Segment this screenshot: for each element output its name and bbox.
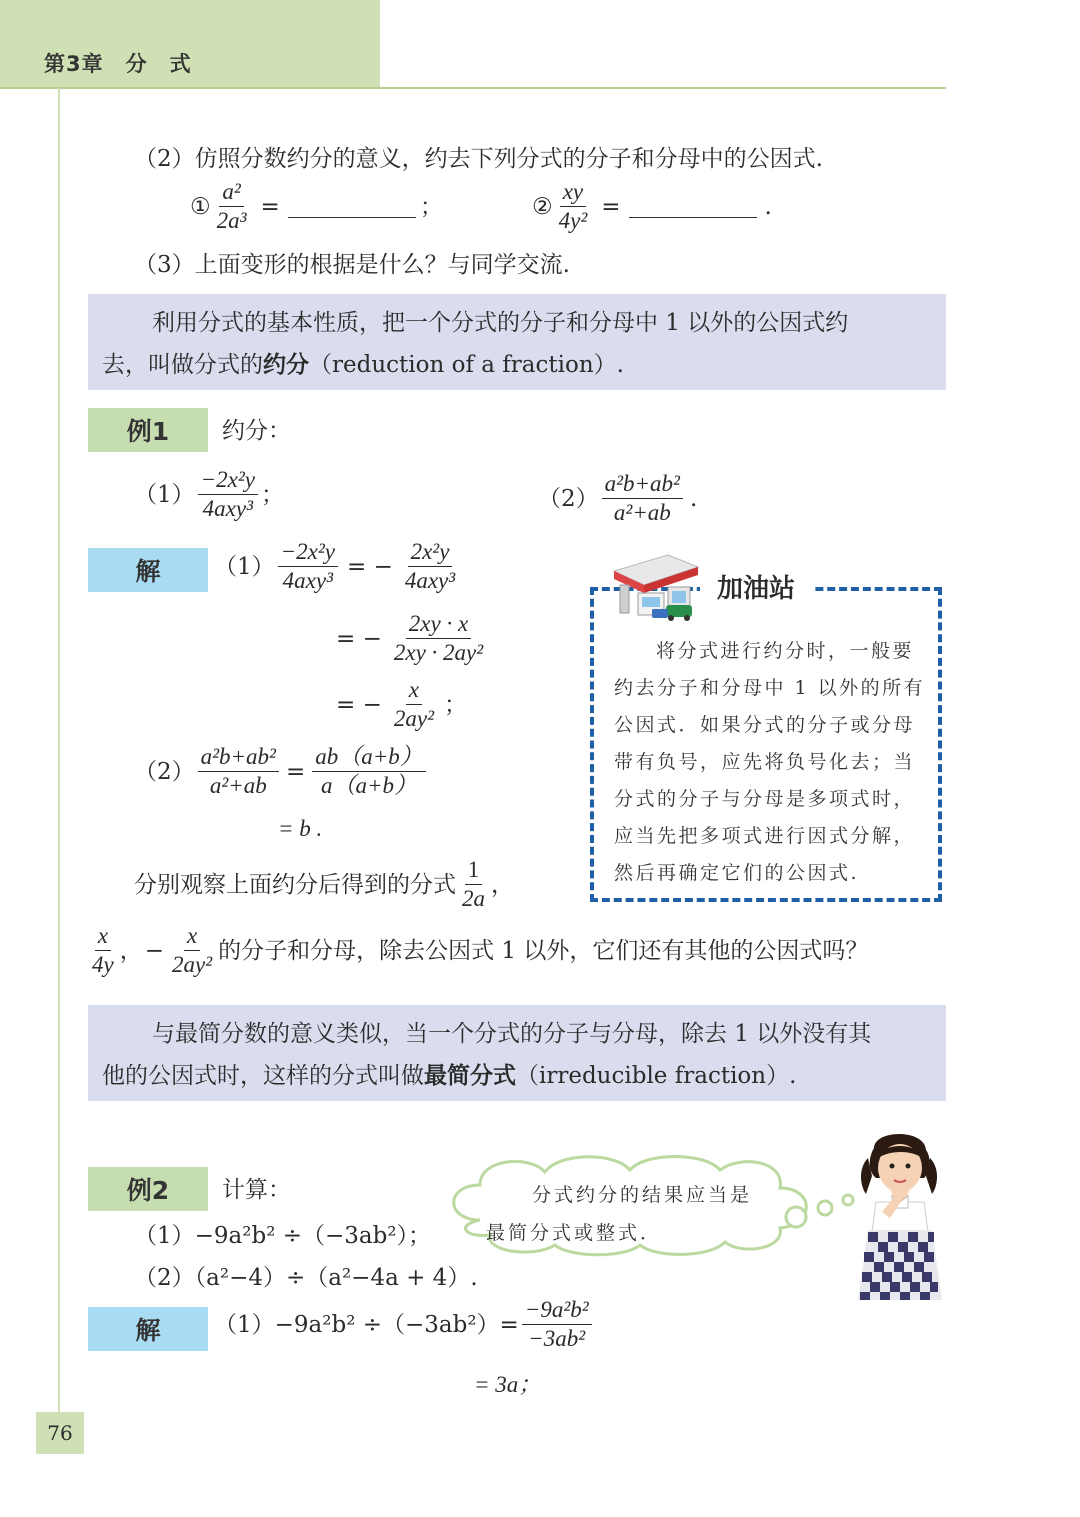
fraction <box>312 743 426 800</box>
punctuation: ， <box>119 937 143 964</box>
page-number: 76 <box>36 1412 84 1454</box>
tip-line: 分式的分子与分母是多项式时， <box>614 788 916 810</box>
solution-1-step-1 <box>214 538 461 595</box>
solution-text: （1）−9a²b² ÷（−3ab²）= <box>214 1311 519 1338</box>
solution-2-result: = 3a； <box>474 1372 542 1397</box>
denominator: 4y² <box>558 208 588 233</box>
fraction <box>198 743 279 800</box>
item-marker: ② <box>532 193 553 220</box>
definition-line-1: 利用分式的基本性质，把一个分式的分子和分母中 1 以外的公因式约 <box>152 310 849 336</box>
punctuation: ； <box>443 691 467 718</box>
thought-line-2: 最简分式或整式． <box>486 1222 663 1244</box>
minus-sign: − <box>144 937 164 964</box>
example-1-label: 例1 <box>88 408 208 452</box>
solution-1-result: = b . <box>278 816 323 841</box>
equals-sign: = − <box>336 691 382 718</box>
definition-text: 去，叫做分式的 <box>102 352 263 378</box>
definition-line-2 <box>102 346 624 379</box>
denominator: 2xy · 2ay² <box>393 640 484 665</box>
denominator: a（a+b） <box>320 773 418 798</box>
example-1-q1 <box>134 466 284 523</box>
numerator: 1 <box>465 856 483 885</box>
denominator: 2ay² <box>393 706 434 731</box>
numerator: xy <box>560 178 586 207</box>
fraction <box>391 676 437 733</box>
fraction <box>391 610 486 667</box>
fraction <box>198 466 258 523</box>
observe-text: 的分子和分母，除去公因式 1 以外，它们还有其他的公因式吗？ <box>218 937 869 964</box>
thought-line-1: 分式约分的结果应当是 <box>532 1184 753 1206</box>
denominator: a²+ab <box>613 500 671 525</box>
fraction <box>402 538 458 595</box>
observe-line-1 <box>134 856 514 913</box>
denominator: 2ay² <box>172 952 213 977</box>
answer-blank-1[interactable] <box>288 195 416 218</box>
punctuation: ， <box>491 871 514 898</box>
tip-line: 公因式．如果分式的分子或分母 <box>614 714 916 736</box>
numerator: x <box>184 922 200 951</box>
denominator: 4y <box>92 952 114 977</box>
punctuation: . <box>689 485 698 512</box>
tip-line: 将分式进行约分时，一般要 <box>656 640 915 662</box>
denominator: 4axy³ <box>282 568 333 593</box>
denominator: 4axy³ <box>404 568 456 593</box>
numerator: a²b+ab² <box>198 743 279 772</box>
punctuation: ； <box>260 481 284 508</box>
denominator: 4axy³ <box>202 496 253 521</box>
definition-text: （reduction of a fraction）. <box>309 352 624 378</box>
part2-item1 <box>190 178 443 235</box>
punctuation: ； <box>419 193 443 220</box>
example-2-task: 计算： <box>222 1177 291 1203</box>
tip-line: 约去分子和分母中 1 以外的所有 <box>614 677 926 699</box>
item-marker: ① <box>190 193 211 220</box>
fraction <box>278 538 338 595</box>
solution-2-label: 解 <box>88 1307 208 1351</box>
definition-line-2 <box>102 1057 796 1090</box>
numerator: 2xy · x <box>406 610 471 639</box>
solution-1-part-2 <box>134 743 429 800</box>
numerator: −2x²y <box>198 466 258 495</box>
example-1-q2 <box>538 470 697 527</box>
definition-box-simplest-fraction <box>88 1005 946 1101</box>
example-1-task: 约分： <box>222 418 291 444</box>
equals-sign: = − <box>346 553 393 580</box>
fraction <box>169 922 215 979</box>
key-term: 约分 <box>263 352 309 378</box>
solution-1-label: 解 <box>88 548 208 592</box>
fraction <box>556 178 591 235</box>
fraction <box>602 470 683 527</box>
example-2-q1: （1）−9a²b² ÷（−3ab²）； <box>134 1223 432 1249</box>
part2-item2 <box>532 178 772 235</box>
gas-station-icon <box>608 553 704 623</box>
definition-text: （irreducible fraction）. <box>516 1063 797 1089</box>
numerator: −9a²b² <box>522 1296 592 1325</box>
fraction <box>214 178 250 235</box>
equals-sign: = − <box>336 625 382 652</box>
item-marker: （1） <box>214 553 275 580</box>
part3-prompt: （3）上面变形的根据是什么？与同学交流. <box>134 252 570 278</box>
girl-illustration <box>852 1128 947 1303</box>
tip-box <box>590 587 942 902</box>
solution-1-step-3 <box>336 676 467 733</box>
fraction <box>459 856 488 913</box>
denominator: −3ab² <box>528 1326 586 1351</box>
numerator: a²b+ab² <box>602 470 683 499</box>
denominator: 2a <box>462 886 485 911</box>
tip-line: 应当先把多项式进行因式分解， <box>614 825 916 847</box>
equals-sign: = <box>285 758 306 785</box>
solution-2-step-1 <box>214 1296 595 1353</box>
example-2-q2: （2）（a²−4）÷（a²−4a + 4）. <box>134 1265 478 1291</box>
tip-title: 加油站 <box>717 574 796 604</box>
numerator: x <box>406 676 422 705</box>
fraction <box>522 1296 592 1353</box>
tip-line: 带有负号，应先将负号化去；当 <box>614 751 916 773</box>
solution-1-step-2 <box>336 610 489 667</box>
numerator: x <box>95 922 111 951</box>
tip-line: 然后再确定它们的公因式. <box>614 862 860 884</box>
item-marker: （2） <box>134 758 195 785</box>
definition-text: 他的公因式时，这样的分式叫做 <box>102 1063 424 1089</box>
numerator: 2x²y <box>408 538 453 567</box>
margin-rule <box>58 88 60 1413</box>
observe-text: 分别观察上面约分后得到的分式 <box>134 871 456 898</box>
denominator: a²+ab <box>209 773 267 798</box>
part2-prompt: （2）仿照分数约分的意义，约去下列分式的分子和分母中的公因式. <box>134 146 823 172</box>
item-marker: （2） <box>538 485 599 512</box>
definition-box-reduction <box>88 294 946 390</box>
key-term: 最简分式 <box>424 1063 516 1089</box>
numerator: ab（a+b） <box>312 743 426 772</box>
header-divider <box>0 87 946 89</box>
answer-blank-2[interactable] <box>629 195 757 218</box>
chapter-title: 第3章 分 式 <box>44 52 192 76</box>
numerator: −2x²y <box>278 538 338 567</box>
equals-sign: = <box>601 193 621 220</box>
denominator: 2a³ <box>216 208 247 233</box>
punctuation: . <box>764 193 772 220</box>
fraction <box>89 922 117 979</box>
item-marker: （1） <box>134 481 195 508</box>
example-2-label: 例2 <box>88 1167 208 1211</box>
definition-line-1: 与最简分数的意义类似，当一个分式的分子与分母，除去 1 以外没有其 <box>152 1021 872 1047</box>
observe-line-2 <box>86 922 868 979</box>
numerator: a² <box>219 178 243 207</box>
equals-sign: = <box>260 193 280 220</box>
